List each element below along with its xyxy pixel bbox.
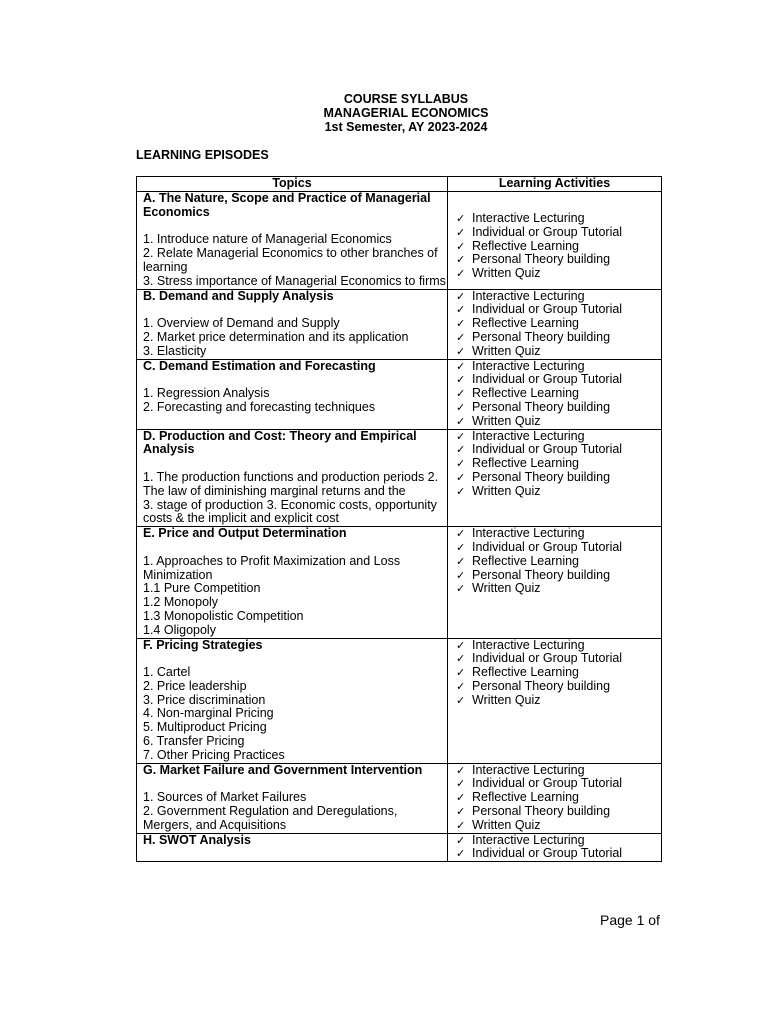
header-title: COURSE SYLLABUS — [343, 92, 469, 106]
activity-item — [456, 430, 661, 444]
table-row — [137, 359, 662, 429]
check-icon: ✓ — [456, 253, 466, 267]
check-icon: ✓ — [456, 693, 466, 707]
activity-item — [456, 819, 661, 833]
activity-label: Individual or Group Tutorial — [472, 776, 623, 791]
activity-label: Personal Theory building — [472, 567, 611, 582]
activity-label: Reflective Learning — [472, 553, 580, 568]
activity-label: Reflective Learning — [472, 790, 580, 805]
activity-item — [456, 240, 661, 254]
check-icon: ✓ — [456, 666, 466, 680]
check-icon: ✓ — [456, 833, 466, 847]
topic-item: 2. Price leadership — [143, 678, 247, 693]
header-semester: 1st Semester, AY 2023-2024 — [324, 120, 488, 134]
topic-item: 3. stage of production 3. Economic costs, opportunity costs & the implicit and explicit cost — [143, 497, 437, 526]
activity-label: Individual or Group Tutorial — [472, 302, 623, 317]
activity-label: Written Quiz — [472, 692, 541, 707]
activity-item — [456, 457, 661, 471]
activities-cell — [448, 289, 662, 359]
activity-label: Written Quiz — [472, 413, 541, 428]
activity-item — [456, 764, 661, 778]
activity-label: Personal Theory building — [472, 252, 611, 267]
check-icon: ✓ — [456, 777, 466, 791]
activity-label: Individual or Group Tutorial — [472, 539, 623, 554]
activity-label: Interactive Lecturing — [472, 526, 585, 541]
table-row — [137, 763, 662, 833]
check-icon: ✓ — [456, 429, 466, 443]
topic-title: C. Demand Estimation and Forecasting — [143, 358, 376, 373]
check-icon: ✓ — [456, 679, 466, 693]
activity-item — [456, 527, 661, 541]
activity-label: Personal Theory building — [472, 469, 611, 484]
activity-label: Interactive Lecturing — [472, 762, 585, 777]
check-icon: ✓ — [456, 289, 466, 303]
activity-list — [454, 290, 661, 359]
activity-item — [456, 777, 661, 791]
check-icon: ✓ — [456, 239, 466, 253]
activity-item — [456, 267, 661, 281]
check-icon: ✓ — [456, 568, 466, 582]
check-icon: ✓ — [456, 457, 466, 471]
check-icon: ✓ — [456, 344, 466, 358]
activity-label: Interactive Lecturing — [472, 832, 585, 847]
activity-item — [456, 652, 661, 666]
topic-cell — [137, 192, 448, 290]
check-icon: ✓ — [456, 414, 466, 428]
table-row — [137, 192, 662, 290]
topic-title: F. Pricing Strategies — [143, 637, 263, 652]
topic-item: 1.3 Monopolistic Competition — [143, 608, 304, 623]
activity-item — [456, 373, 661, 387]
activity-item — [456, 443, 661, 457]
table-header-row — [137, 177, 662, 192]
activities-cell — [448, 429, 662, 527]
topic-title: E. Price and Output Determination — [143, 526, 347, 541]
topic-item: 1.2 Monopoly — [143, 595, 219, 610]
syllabus-header — [0, 92, 768, 134]
activity-item — [456, 226, 661, 240]
check-icon: ✓ — [456, 387, 466, 401]
check-icon: ✓ — [456, 554, 466, 568]
table-row — [137, 429, 662, 527]
activities-cell — [448, 192, 662, 290]
activity-label: Written Quiz — [472, 483, 541, 498]
topic-title: H. SWOT Analysis — [143, 832, 251, 847]
activity-list — [454, 639, 661, 708]
activity-item — [456, 212, 661, 226]
check-icon: ✓ — [456, 791, 466, 805]
check-icon: ✓ — [456, 212, 466, 225]
header-course: MANAGERIAL ECONOMICS — [323, 106, 489, 120]
activity-label: Individual or Group Tutorial — [472, 224, 623, 239]
activity-item — [456, 345, 661, 359]
activity-list — [454, 360, 661, 429]
activities-cell — [448, 833, 662, 862]
activity-label: Interactive Lecturing — [472, 211, 585, 225]
activities-cell — [448, 763, 662, 833]
check-icon: ✓ — [456, 847, 466, 861]
activity-item — [456, 471, 661, 485]
topic-title: A. The Nature, Scope and Practice of Managerial Economics — [143, 191, 431, 219]
activity-label: Individual or Group Tutorial — [472, 846, 623, 861]
topic-cell — [137, 359, 448, 429]
activities-cell — [448, 638, 662, 763]
topic-item: 1. The production functions and production periods 2. The law of diminishing marginal returns and the — [143, 469, 439, 498]
activity-item — [456, 791, 661, 805]
activity-label: Written Quiz — [472, 581, 541, 596]
topic-item: 2. Relate Managerial Economics to other branches of learning — [143, 246, 438, 274]
topic-cell — [137, 833, 448, 862]
check-icon: ✓ — [456, 540, 466, 554]
check-icon: ✓ — [456, 484, 466, 498]
check-icon: ✓ — [456, 443, 466, 457]
activity-item — [456, 387, 661, 401]
table-row — [137, 638, 662, 763]
topic-item: 1. Regression Analysis — [143, 386, 270, 401]
check-icon: ✓ — [456, 400, 466, 414]
activity-item — [456, 847, 661, 861]
activity-label: Personal Theory building — [472, 329, 611, 344]
check-icon: ✓ — [456, 470, 466, 484]
topic-item: 1. Cartel — [143, 665, 191, 680]
activity-label: Interactive Lecturing — [472, 637, 585, 652]
activity-label: Personal Theory building — [472, 804, 611, 819]
topic-cell — [137, 638, 448, 763]
activity-label: Reflective Learning — [472, 316, 580, 331]
activity-label: Interactive Lecturing — [472, 358, 585, 373]
activity-label: Written Quiz — [472, 266, 541, 281]
activity-item — [456, 694, 661, 708]
learning-episodes-table — [136, 176, 662, 862]
topic-title: B. Demand and Supply Analysis — [143, 288, 334, 303]
activity-label: Personal Theory building — [472, 399, 611, 414]
activity-label: Written Quiz — [472, 343, 541, 358]
check-icon: ✓ — [456, 330, 466, 344]
section-title: LEARNING EPISODES — [136, 148, 269, 162]
topic-cell — [137, 289, 448, 359]
activity-item — [456, 290, 661, 304]
activity-label: Interactive Lecturing — [472, 288, 585, 303]
activity-item — [456, 331, 661, 345]
column-header-activities: Learning Activities — [448, 177, 662, 192]
activity-label: Individual or Group Tutorial — [472, 372, 623, 387]
activity-label: Individual or Group Tutorial — [472, 442, 623, 457]
topic-item: 2. Government Regulation and Deregulations, Mergers, and Acquisitions — [143, 804, 398, 832]
activities-cell — [448, 527, 662, 638]
activity-label: Personal Theory building — [472, 678, 611, 693]
topic-item: 3. Elasticity — [143, 343, 207, 358]
activity-item — [456, 680, 661, 694]
check-icon: ✓ — [456, 818, 466, 832]
activity-item — [456, 569, 661, 583]
activity-item — [456, 360, 661, 374]
activity-item — [456, 415, 661, 429]
topic-item: 1. Sources of Market Failures — [143, 790, 307, 805]
topic-item: 4. Non-marginal Pricing — [143, 706, 274, 721]
activity-item — [456, 834, 661, 848]
table-row — [137, 833, 662, 862]
activity-label: Written Quiz — [472, 817, 541, 832]
activity-item — [456, 555, 661, 569]
check-icon: ✓ — [456, 763, 466, 777]
topic-item: 2. Market price determination and its application — [143, 329, 409, 344]
topic-item: 2. Forecasting and forecasting techniques — [143, 399, 376, 414]
activity-item — [456, 666, 661, 680]
activity-list — [454, 192, 661, 281]
topic-item: 7. Other Pricing Practices — [143, 747, 285, 762]
check-icon: ✓ — [456, 317, 466, 331]
activity-item — [456, 401, 661, 415]
topic-cell — [137, 527, 448, 638]
activity-list — [454, 527, 661, 596]
check-icon: ✓ — [456, 267, 466, 281]
topic-item: 3. Stress importance of Managerial Economics to firms — [143, 273, 446, 288]
check-icon: ✓ — [456, 527, 466, 541]
activity-list — [454, 834, 661, 862]
topic-item: 1. Introduce nature of Managerial Economics — [143, 232, 392, 247]
topic-cell — [137, 763, 448, 833]
activity-item — [456, 541, 661, 555]
check-icon: ✓ — [456, 652, 466, 666]
activity-label: Reflective Learning — [472, 238, 580, 253]
activity-label: Reflective Learning — [472, 456, 580, 471]
activity-label: Individual or Group Tutorial — [472, 651, 623, 666]
activity-item — [456, 317, 661, 331]
check-icon: ✓ — [456, 638, 466, 652]
check-icon: ✓ — [456, 582, 466, 596]
check-icon: ✓ — [456, 225, 466, 239]
activities-cell — [448, 359, 662, 429]
topic-item: 5. Multiproduct Pricing — [143, 720, 267, 735]
activity-label: Reflective Learning — [472, 665, 580, 680]
topic-title: D. Production and Cost: Theory and Empirical Analysis — [143, 428, 417, 457]
table-row — [137, 289, 662, 359]
page-number: Page 1 of — [600, 912, 660, 928]
column-header-topics: Topics — [137, 177, 448, 192]
topic-cell — [137, 429, 448, 527]
topic-item: 1. Overview of Demand and Supply — [143, 316, 340, 331]
topic-item: 1.1 Pure Competition — [143, 581, 261, 596]
topic-item: 3. Price discrimination — [143, 692, 266, 707]
activity-item — [456, 485, 661, 499]
topic-item: 6. Transfer Pricing — [143, 734, 245, 749]
topic-title: G. Market Failure and Government Intervention — [143, 762, 423, 777]
activity-list — [454, 430, 661, 499]
activity-item — [456, 639, 661, 653]
activity-item — [456, 582, 661, 596]
activity-label: Reflective Learning — [472, 386, 580, 401]
activity-list — [454, 764, 661, 833]
table-row — [137, 527, 662, 638]
activity-item — [456, 303, 661, 317]
check-icon: ✓ — [456, 303, 466, 317]
activity-item — [456, 253, 661, 267]
check-icon: ✓ — [456, 373, 466, 387]
check-icon: ✓ — [456, 359, 466, 373]
check-icon: ✓ — [456, 805, 466, 819]
activity-item — [456, 805, 661, 819]
activity-label: Interactive Lecturing — [472, 428, 585, 443]
topic-item: 1.4 Oligopoly — [143, 622, 216, 637]
topic-item: 1. Approaches to Profit Maximization and Loss Minimization — [143, 553, 401, 582]
